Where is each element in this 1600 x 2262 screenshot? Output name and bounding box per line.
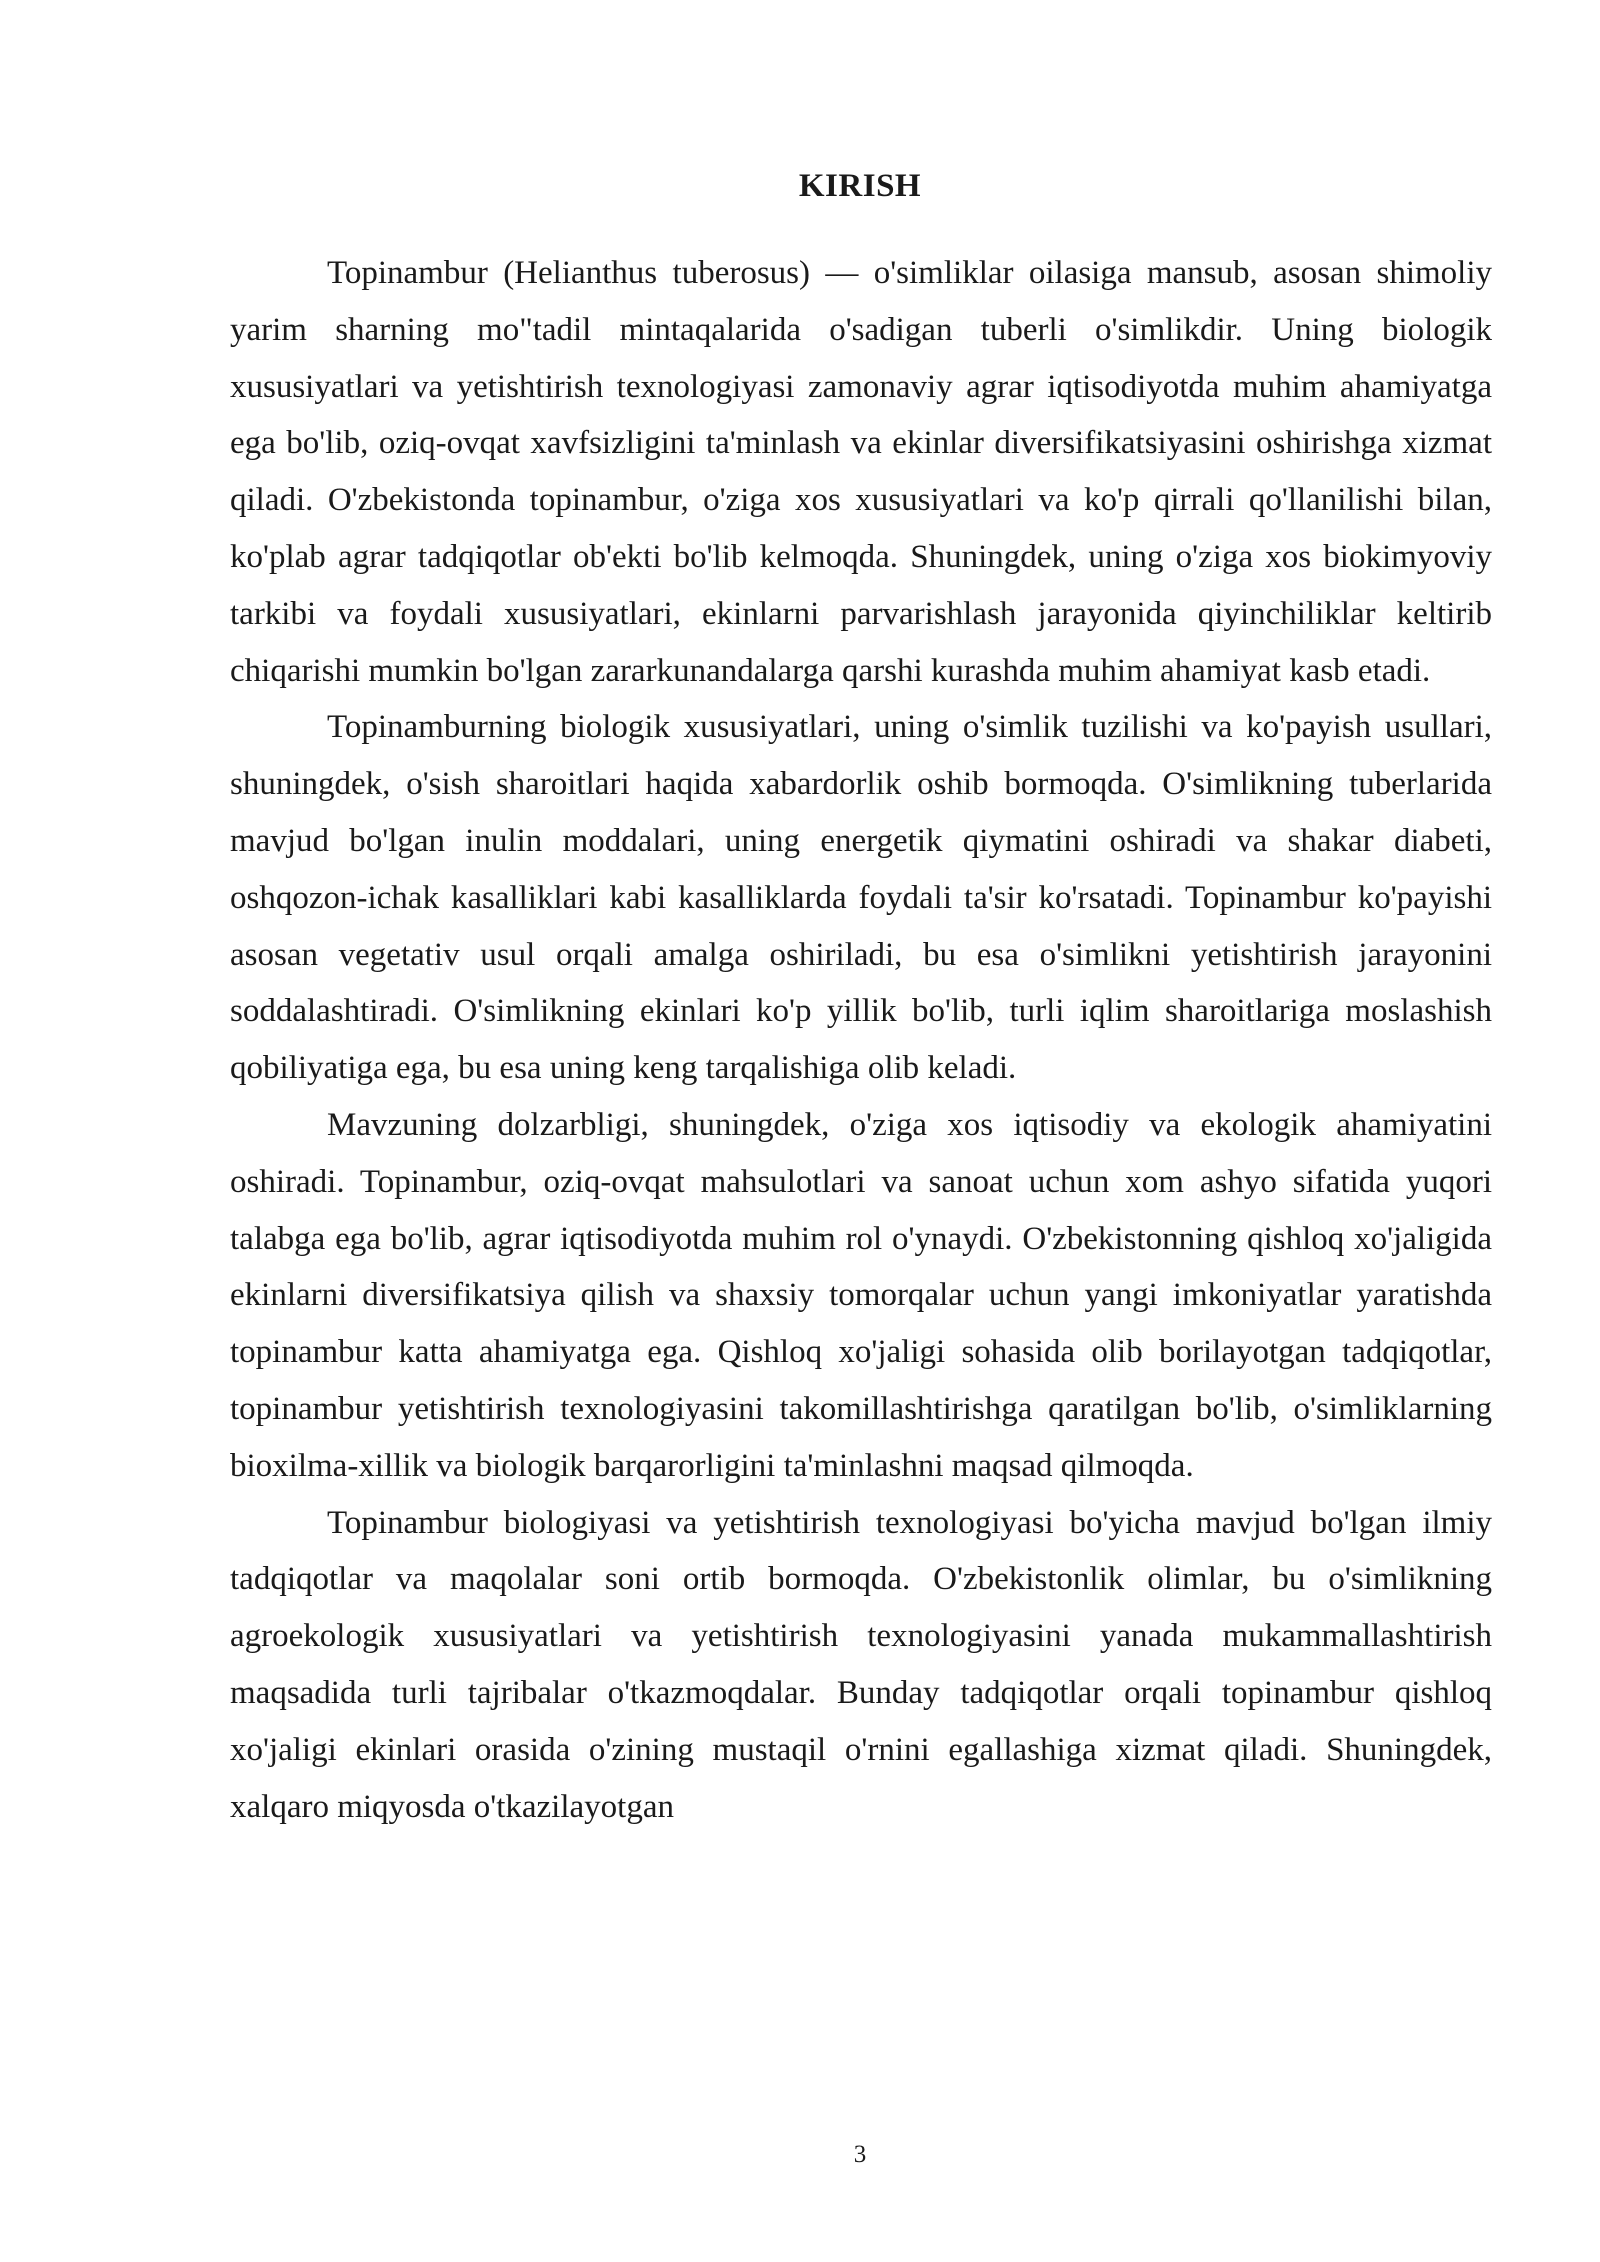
body-text bbox=[230, 245, 1492, 1835]
paragraph-3: Mavzuning dolzarbligi, shuningdek, o'ziga xos iqtisodiy va ekologik ahamiyatini oshiradi. Topinambur, oziq-ovqat mahsulotlari va sanoat uchun xom ashyo sifatida yuqori talabga ega bo'lib, agrar iqtisodiyotda muhim rol o'ynaydi. O'zbekistonning qishloq xo'jaligida ekinlarni diversifikatsiya qilish va shaxsiy tomorqalar uchun yangi imkoniyatlar yaratishda topinambur katta ahamiyatga ega. Qishloq xo'jaligi sohasida olib borilayotgan tadqiqotlar, topinambur yetishtirish texnologiyasini takomillashtirishga qaratilgan bo'lib, o'simliklarning bioxilma-xillik va biologik barqarorligini ta'minlashni maqsad qilmoqda. bbox=[230, 1106, 1492, 1484]
paragraph-4: Topinambur biologiyasi va yetishtirish texnologiyasi bo'yicha mavjud bo'lgan ilmiy tadqiqotlar va maqolalar soni ortib bormoqda. O'zbekistonlik olimlar, bu o'simlikning agroekologik xususiyatlari va yetishtirish texnologiyasini yanada mukammallashtirish maqsadida turli tajribalar o'tkazmoqdalar. Bunday tadqiqotlar orqali topinambur qishloq xo'jaligi ekinlari orasida o'zining mustaqil o'rnini egallashiga xizmat qiladi. Shuningdek, xalqaro miqyosda o'tkazilayotgan bbox=[230, 1504, 1492, 1825]
paragraph-1: Topinambur (Helianthus tuberosus) — o'simliklar oilasiga mansub, asosan shimoliy yarim sharning mo"tadil mintaqalarida o'sadigan tuberli o'simlikdir. Uning biologik xususiyatlari va yetishtirish texnologiyasi zamonaviy agrar iqtisodiyotda muhim ahamiyatga ega bo'lib, oziq-ovqat xavfsizligini ta'minlash va ekinlar diversifikatsiyasini oshirishga xizmat qiladi. O'zbekistonda topinambur, o'ziga xos xususiyatlari va ko'p qirrali qo'llanilishi bilan, ko'plab agrar tadqiqotlar ob'ekti bo'lib kelmoqda. Shuningdek, uning o'ziga xos biokimyoviy tarkibi va foydali xususiyatlari, ekinlarni parvarishlash jarayonida qiyinchiliklar keltirib chiqarishi mumkin bo'lgan zararkunandalarga qarshi kurashda muhim ahamiyat kasb etadi. bbox=[230, 255, 1492, 689]
page-title: KIRISH bbox=[798, 168, 922, 204]
paragraph-2: Topinamburning biologik xususiyatlari, uning o'simlik tuzilishi va ko'payish usullari, shuningdek, o'sish sharoitlari haqida xabardorlik oshib bormoqda. O'simlikning tuberlarida mavjud bo'lgan inulin moddalari, uning energetik qiymatini oshiradi va shakar diabeti, oshqozon-ichak kasalliklari kabi kasalliklarda foydali ta'sir ko'rsatadi. Topinambur ko'payishi asosan vegetativ usul orqali amalga oshiriladi, bu esa o'simlikni yetishtirish jarayonini soddalashtiradi. O'simlikning ekinlari ko'p yillik bo'lib, turli iqlim sharoitlariga moslashish qobiliyatiga ega, bu esa uning keng tarqalishiga olib keladi. bbox=[230, 709, 1492, 1087]
page-number: 3 bbox=[853, 2141, 867, 2168]
